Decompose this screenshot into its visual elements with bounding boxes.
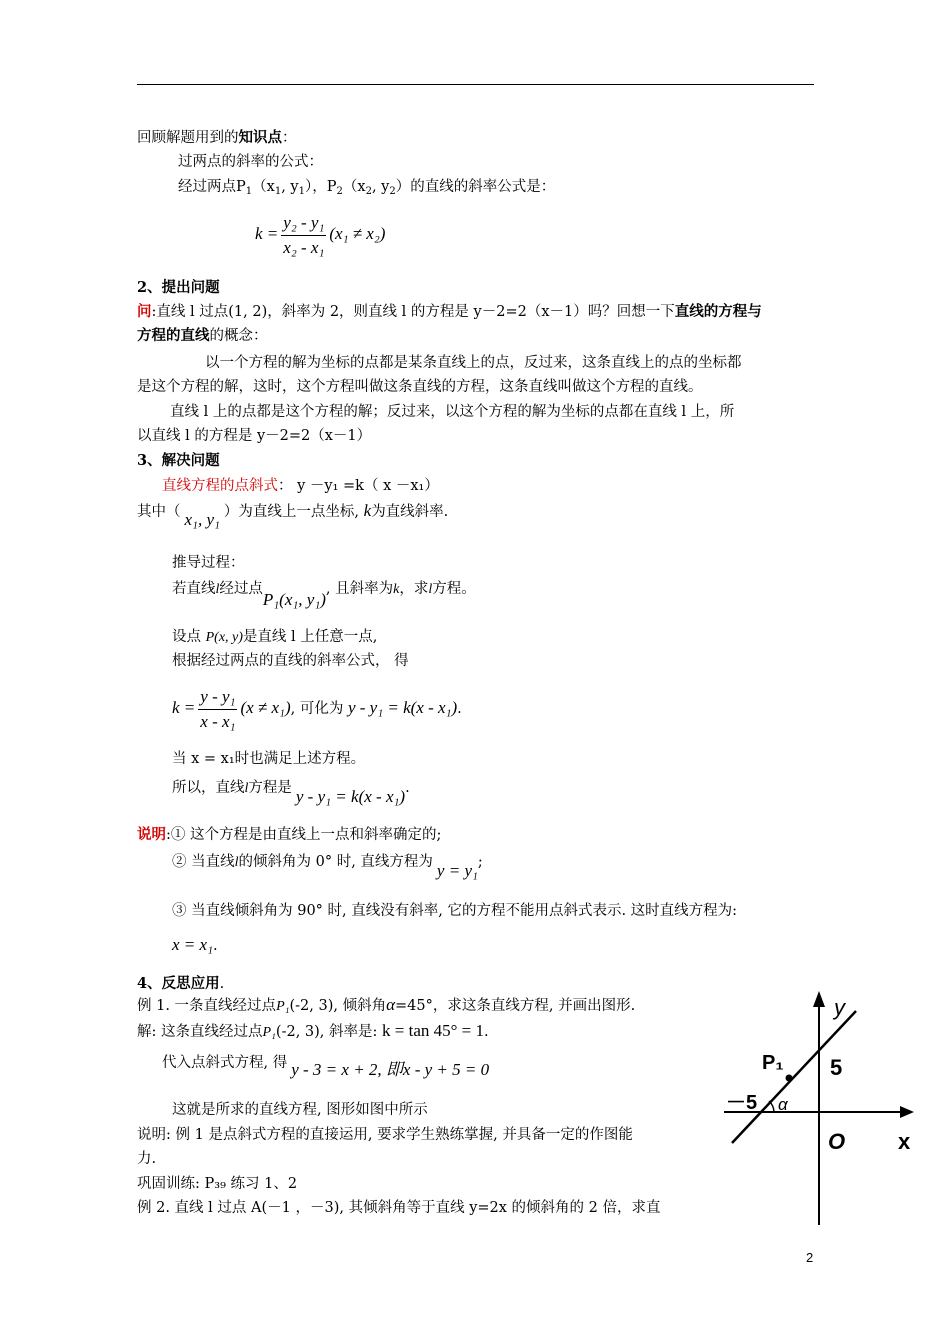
practice-line: 巩固训练: P₃₉ 练习 1、2 — [137, 1176, 298, 1192]
derivation-title: 推导过程： — [172, 555, 245, 571]
x-axis-label: x — [898, 1129, 911, 1154]
y-intercept-label: 5 — [830, 1055, 843, 1080]
slope-title: 过两点的斜率的公式： — [178, 154, 323, 170]
point-slope-where: 其中（ x₁, y₁ ）为直线上一点坐标, k为直线斜率. — [137, 501, 449, 529]
review-heading: 回顾解题用到的知识点： — [137, 129, 297, 146]
example-1-remark-2: 力. — [137, 1151, 157, 1167]
p1-label: P₁ — [762, 1052, 784, 1074]
x-axis-arrow — [900, 1106, 914, 1118]
point-p1 — [786, 1075, 793, 1082]
note-3: ③ 当直线倾斜角为 90° 时, 直线没有斜率, 它的方程不能用点斜式表示. 这时直线方程为: — [172, 903, 738, 919]
derivation-when: 当 x = x₁时也满足上述方程。 — [172, 751, 366, 767]
y-axis-arrow — [813, 991, 825, 1007]
page-number: 2 — [806, 1250, 814, 1265]
section-4-title: 4、反思应用. — [137, 975, 225, 992]
y-axis-label: y — [834, 995, 845, 1020]
example-1-result: 这就是所求的直线方程, 图形如图中所示 — [172, 1102, 428, 1118]
slope-description: 经过两点$P_1(x_1$, $y_1$），$P_2(x_2$, $y_2$）的直线的斜率公式是： — [178, 179, 556, 197]
derivation-conclusion: 所以，直线l方程是 y - y₁ = k(x - x₁). — [172, 780, 410, 806]
example-1-substitute: 代入点斜式方程, 得 y - 3 = x + 2, 即x - y + 5 = 0 — [162, 1055, 490, 1079]
question-line-1: 问:直线 l 过点(1, 2)，斜率为 2，则直线 l 的方程是 y－2=2（x－1）吗？回想一下直线的方程与 — [137, 303, 762, 320]
example-1-solution: 解: 这条直线经过点P₁(-2, 3), 斜率是: k = tan 45° = 1. — [137, 1021, 489, 1040]
derivation-by-formula: 根据经过两点的直线的斜率公式， 得 — [172, 653, 409, 669]
derivation-set-point: 设点 P(x, y)是直线 l 上任意一点, — [172, 629, 378, 645]
question-line-2: 方程的直线的概念： — [137, 327, 268, 344]
answer-para-line-2: 以直线 l 的方程是 y－2=2（x－1） — [137, 428, 372, 444]
derivation-if: 若直线l经过点P₁(x₁, y₁), 且斜率为k，求l方程。 — [172, 581, 476, 609]
line-graph-figure — [718, 985, 918, 1235]
note-2: ② 当直线l的倾斜角为 0° 时, 直线方程为 y = y₁; — [172, 854, 483, 880]
alpha-label: α — [778, 1095, 788, 1114]
section-3-title: 3、解决问题 — [137, 452, 220, 469]
note-1: 说明:① 这个方程是由直线上一点和斜率确定的; — [137, 826, 442, 843]
origin-label: O — [828, 1129, 846, 1154]
derivation-equation: k = $\frac{\text{y - y₁}}{\text{x - x₁}}$ (x ≠ x₁), 可化为 y - y₁ = k(x - x₁). — [172, 686, 462, 731]
example-1: 例 1. 一条直线经过点P₁(-2, 3), 倾斜角α=45°，求这条直线方程, 并画出图形. — [137, 995, 636, 1014]
concept-para-line-1: 以一个方程的解为坐标的点都是某条直线上的点，反过来，这条直线上的点的坐标都 — [205, 355, 742, 371]
header-rule — [137, 84, 814, 85]
note-3-equation: x = x₁. — [172, 935, 218, 954]
x-intercept-label: －5 — [726, 1092, 758, 1114]
slope-formula: k = $\frac{\text{y₂ - y₁}}{\text{x₂ - x₁}}$ (x₁ ≠ x₂) — [255, 212, 386, 257]
concept-para-line-2: 是这个方程的解，这时，这个方程叫做这条直线的方程，这条直线叫做这个方程的直线。 — [137, 379, 703, 395]
point-slope-form: 直线方程的点斜式： y －y₁ =k（ x －x₁） — [162, 478, 439, 494]
example-1-remark-1: 说明: 例 1 是点斜式方程的直接运用, 要求学生熟练掌握, 并具备一定的作图能 — [137, 1127, 633, 1143]
section-2-title: 2、提出问题 — [137, 279, 220, 296]
example-2: 例 2. 直线 l 过点 A(－1 ，－3), 其倾斜角等于直线 y=2x 的倾斜角的 2 倍，求直 — [137, 1200, 661, 1216]
answer-para-line-1: 直线 l 上的点都是这个方程的解；反过来，以这个方程的解为坐标的点都在直线 l 上，所 — [170, 404, 735, 420]
